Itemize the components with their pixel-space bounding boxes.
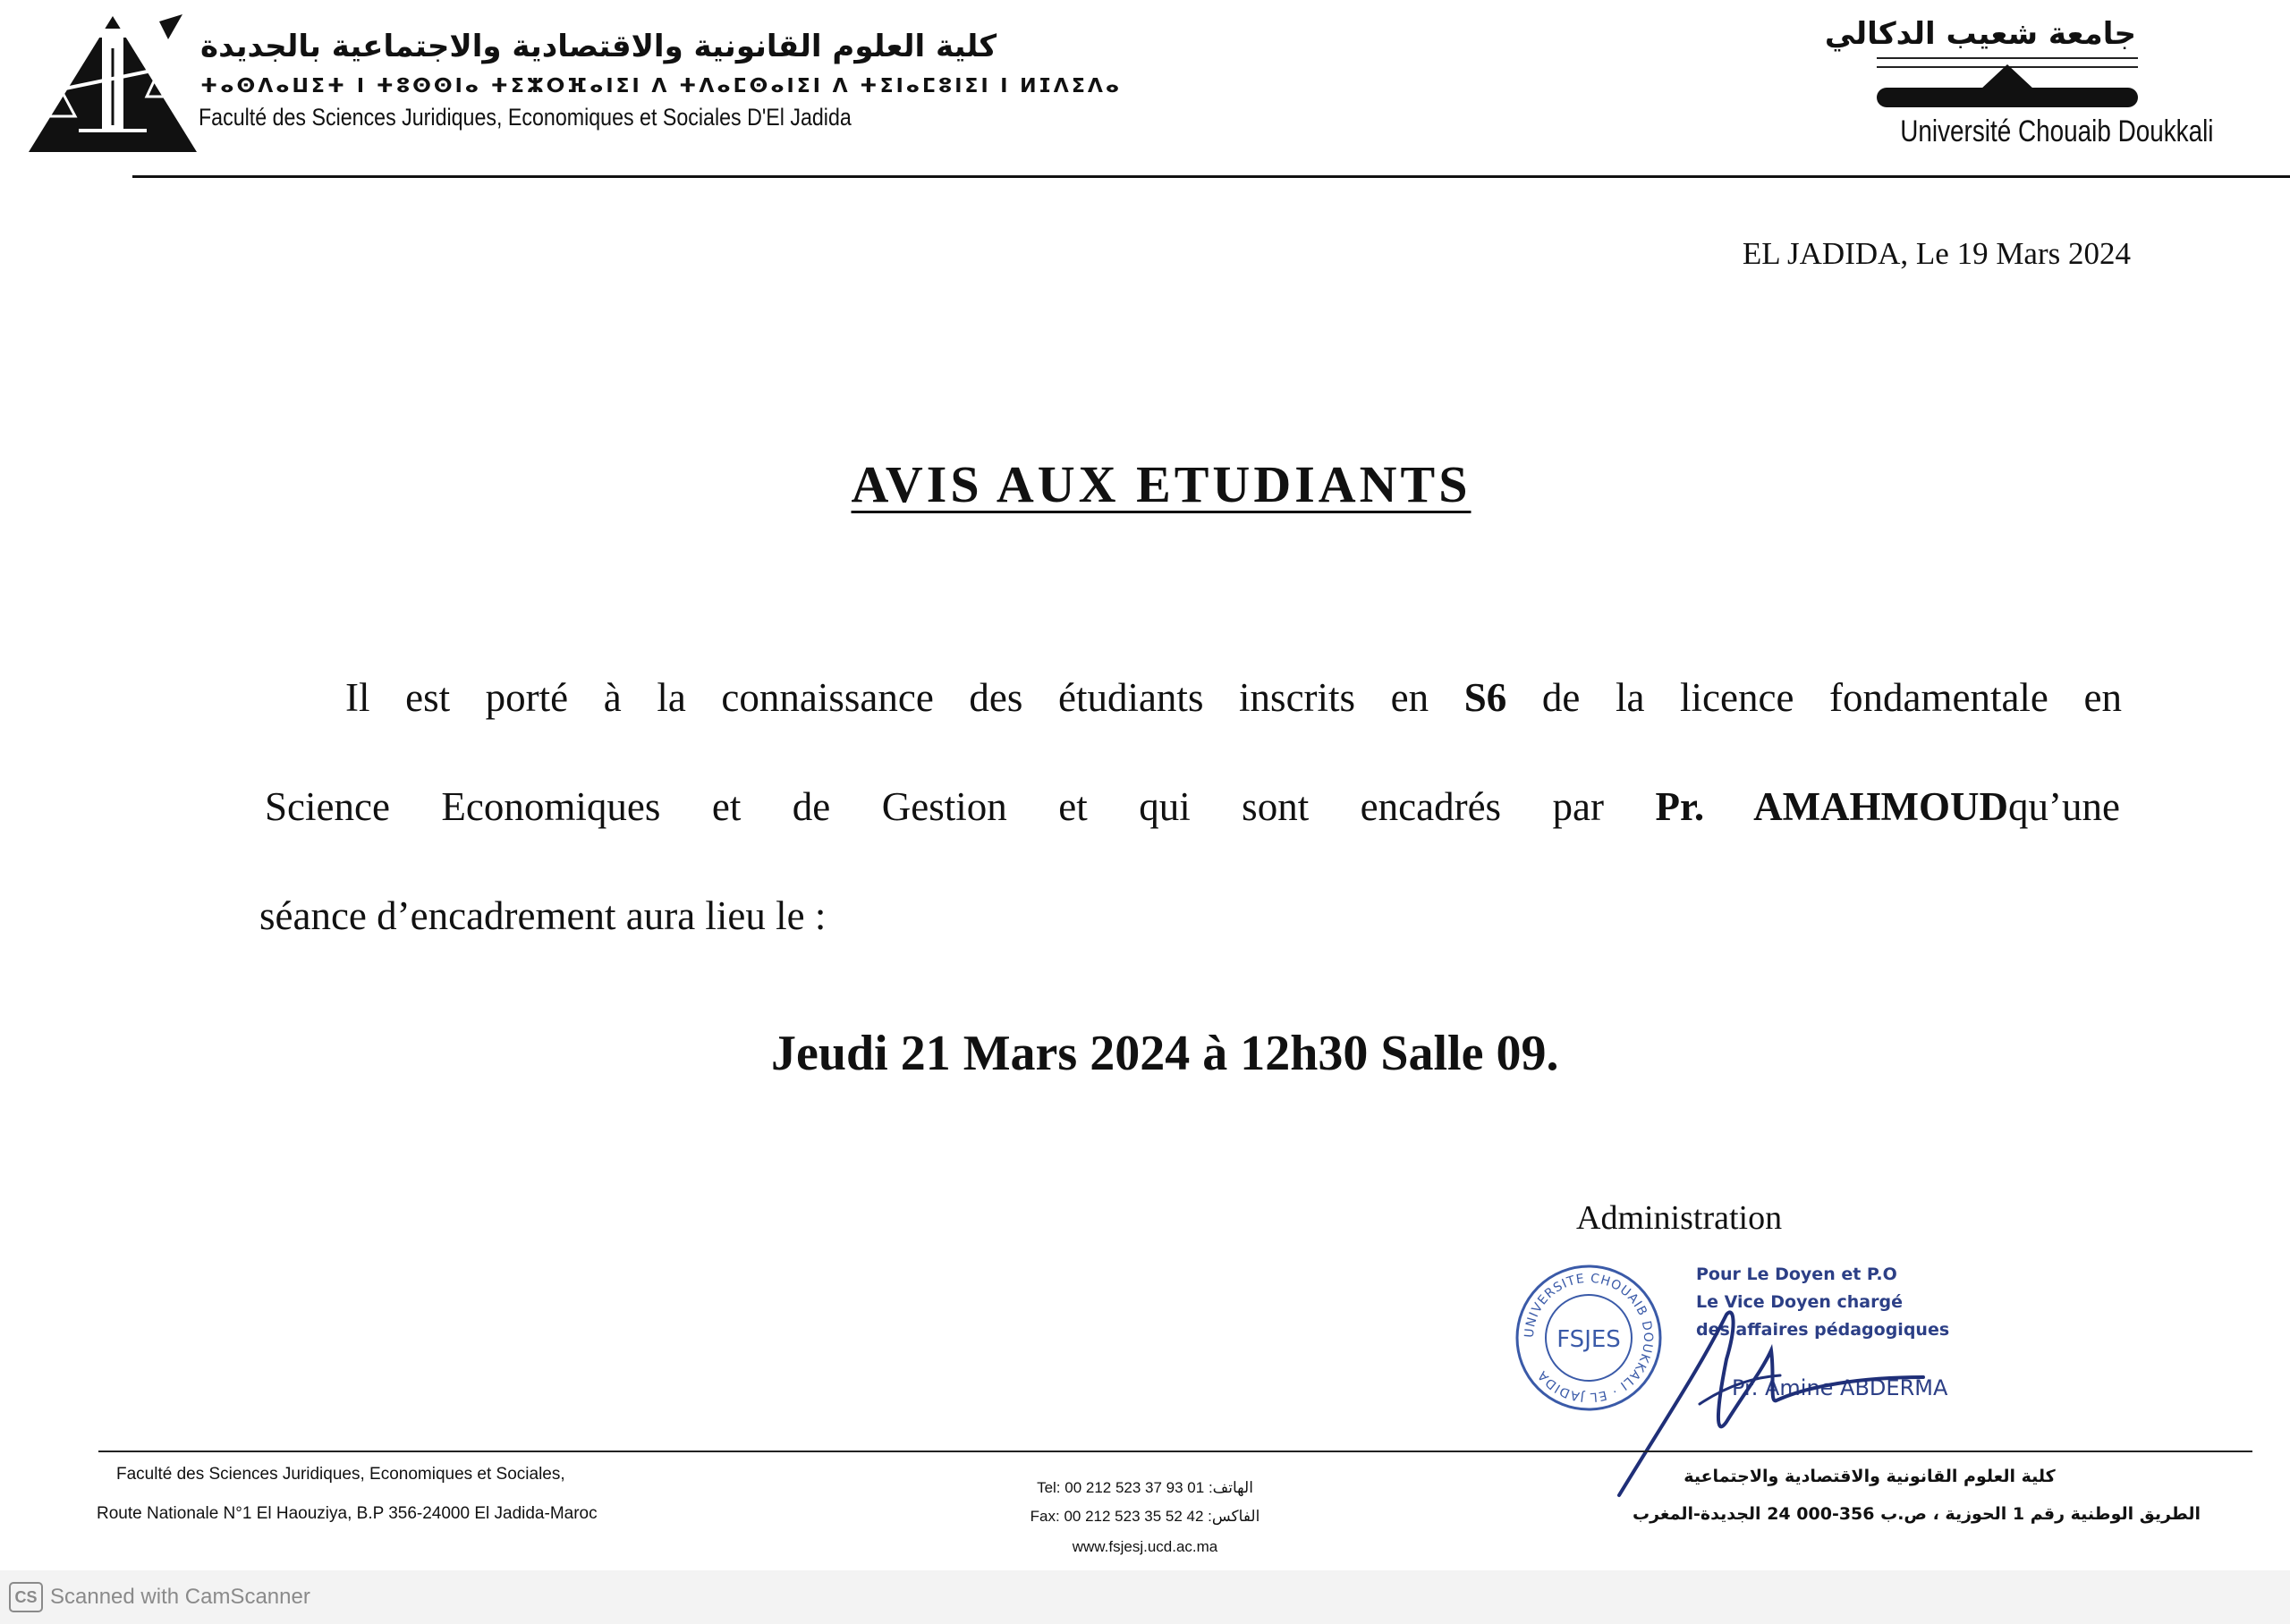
signer-line-3: des affaires pédagogiques [1696,1320,1950,1340]
notice-title-text: AVIS AUX ETUDIANTS [851,455,1472,513]
footer-arabic-line-2: الطريق الوطنية رقم 1 الحوزية ، ص.ب 356-000 24 الجديدة-المغرب [1633,1504,2201,1524]
university-logo-bar [1877,88,2138,107]
footer-divider [98,1451,2252,1452]
footer-tel: Tel: 00 212 523 37 93 01 :الهاتف [1037,1479,1253,1496]
header-divider [132,175,2290,178]
faculty-name-ar: كلية العلوم القانونية والاقتصادية والاجتماعية بالجديدة [200,29,997,64]
signer-line-2: Le Vice Doyen chargé [1696,1292,1903,1312]
footer-arabic-line-1: كلية العلوم القانونية والاقتصادية والاجتماعية [1684,1467,2056,1486]
stamp-center-text: FSJES [1556,1326,1621,1353]
date-line: EL JADIDA, Le 19 Mars 2024 [1742,236,2131,271]
footer-website[interactable]: www.fsjesj.ucd.ac.ma [1072,1538,1218,1555]
university-rule-top [1877,57,2138,59]
faculty-name-fr: Faculté des Sciences Juridiques, Economiques et Sociales D'El Jadida [199,104,852,131]
signer-name: Pr. Amine ABDERMA [1732,1375,1948,1400]
camscanner-icon: CS [9,1582,43,1612]
semester-label: S6 [1463,675,1507,720]
administration-label: Administration [1576,1199,1783,1237]
body-line-2-text: Science Economiques et de Gestion et qui sont encadrés par [265,784,1656,829]
scan-bottom-band [0,1570,2290,1624]
footer-address-line-2: Route Nationale N°1 El Haouziya, B.P 356-24000 El Jadida-Maroc [97,1504,598,1523]
footer-fax: Fax: 00 212 523 35 52 42 :الفاكس [1030,1508,1260,1525]
body-line-2-end: qu’une [2008,784,2120,829]
session-details: Jeudi 21 Mars 2024 à 12h30 Salle 09. [771,1026,1559,1081]
body-line-1-end: de la licence fondamentale en [1506,675,2122,720]
university-logo-triangle [1980,64,2034,89]
university-name-ar: جامعة شعيب الدكالي [1824,16,2136,52]
faculty-logo [25,13,200,156]
professor-name: Pr. AMAHMOUD [1655,784,2009,829]
body-line-3: séance d’encadrement aura lieu le : [259,893,827,938]
footer-address-line-1: Faculté des Sciences Juridiques, Economiques et Sociales, [116,1465,565,1484]
signer-line-1: Pour Le Doyen et P.O [1696,1265,1897,1284]
body-line-1 [345,675,2122,720]
body-line-2 [265,784,2120,829]
notice-title [0,454,2290,514]
university-name-fr: Université Chouaib Doukkali [1900,114,2214,148]
camscanner-text: Scanned with CamScanner [50,1585,310,1609]
body-line-1-text: Il est porté à la connaissance des étudiants inscrits en [345,675,1464,720]
faculty-name-tifinagh: ⵜⴰⵙⴷⴰⵡⵉⵜ ⵏ ⵜⵓⵙⵙⵏⴰ ⵜⵉⵣⵔⴼⴰⵏⵉⵏ ⴷ ⵜⴷⴰⵎⵙⴰⵏⵉⵏ ⴷ ⵜⵉⵏⴰⵎⵓⵏⵉⵏ ⵏ ⵍⵊⴷⵉⴷⴰ [200,75,1123,97]
camscanner-watermark [9,1579,310,1615]
stamp-ring-text: UNIVERSITE CHOUAIB DOUKKALI · EL JADIDA [1522,1271,1656,1405]
